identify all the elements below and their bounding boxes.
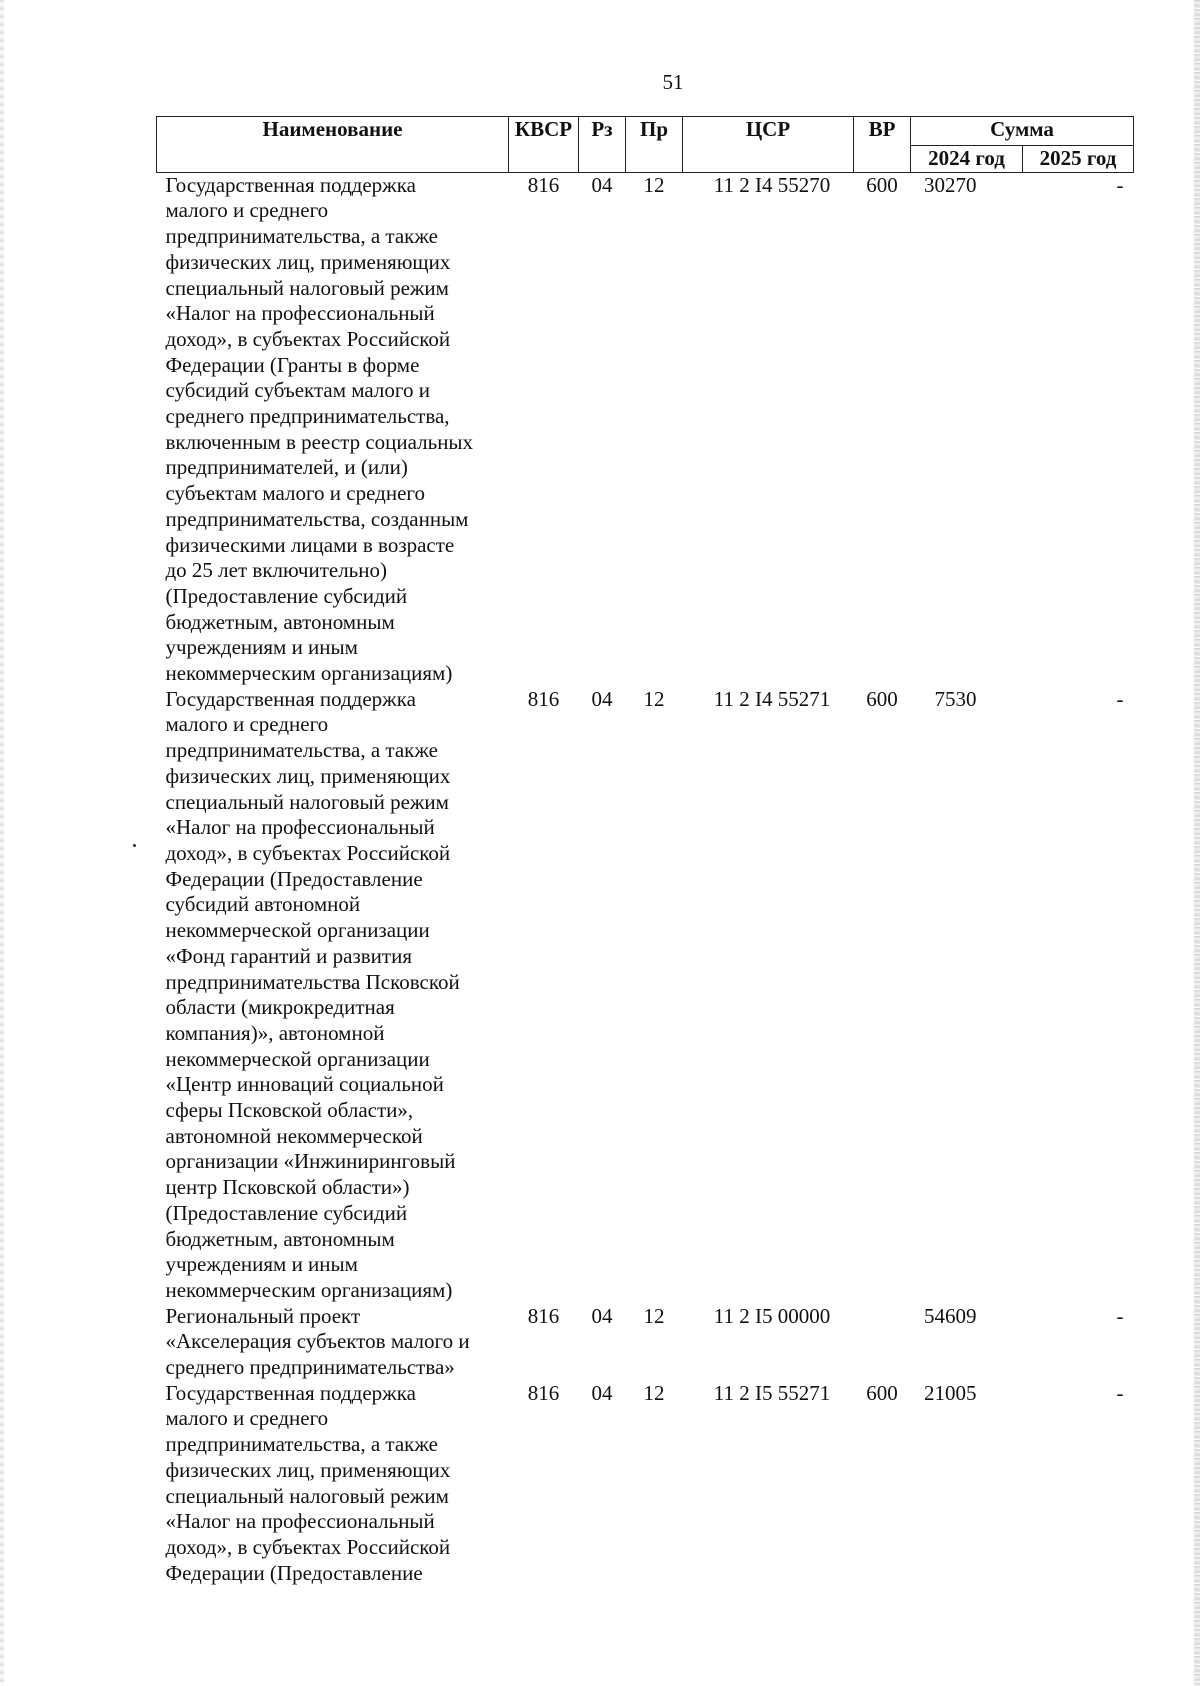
row-name-line: доход», в субъектах Российской <box>165 1534 451 1559</box>
row-name-line: (Предоставление субсидий <box>165 583 408 608</box>
row-sum-2024: 21005 <box>924 1380 977 1405</box>
row-name-line: некоммерческим организациям) <box>165 1277 453 1302</box>
page-number: 51 <box>662 70 684 94</box>
header-pr: Пр <box>626 117 683 173</box>
row-name-line: физическими лицами в возрасте <box>165 532 455 557</box>
row-csr: 11 2 I5 00000 <box>713 1303 831 1328</box>
row-csr: 11 2 I4 55270 <box>713 172 831 197</box>
row-sum-2024: 30270 <box>924 172 977 197</box>
row-rz: 04 <box>591 686 613 711</box>
row-name-line: некоммерческой организации <box>165 918 430 943</box>
row-name-line: доход», в субъектах Российской <box>165 840 451 865</box>
row-name-line: специальный налоговый режим <box>165 789 449 814</box>
row-sum-2024: 54609 <box>924 1303 977 1328</box>
row-name-line: центр Псковской области») <box>165 1175 410 1200</box>
row-name-line: бюджетным, автономным <box>165 609 395 634</box>
row-name-line: Федерации (Гранты в форме <box>165 352 420 377</box>
header-csr: ЦСР <box>683 117 854 173</box>
row-pr: 12 <box>643 172 665 197</box>
table-row <box>157 1381 1134 1587</box>
row-pr: 12 <box>643 1303 665 1328</box>
row-name <box>157 687 509 1304</box>
row-name-line: учреждениям и иным <box>165 635 358 660</box>
row-name-line: предпринимательства, а также <box>165 224 438 249</box>
row-name-line: «Центр инноваций социальной <box>165 1072 444 1097</box>
row-sum-2024: 7530 <box>934 686 977 711</box>
row-kvsr: 816 <box>527 172 560 197</box>
row-csr: 11 2 I5 55271 <box>713 1380 831 1405</box>
row-name-line: среднего предпринимательства» <box>165 1355 455 1380</box>
row-name-line: доход», в субъектах Российской <box>165 326 451 351</box>
header-year-2025: 2025 год <box>1023 146 1134 173</box>
header-rz: Рз <box>579 117 626 173</box>
row-name-line: физических лиц, применяющих <box>165 249 451 274</box>
row-vr: 600 <box>866 686 898 711</box>
row-name-line: специальный налоговый режим <box>165 1483 449 1508</box>
row-name-line: Федерации (Предоставление <box>165 1560 423 1585</box>
row-rz: 04 <box>591 172 613 197</box>
table-body <box>157 172 1134 1586</box>
row-sum-2025: - <box>1116 1303 1124 1328</box>
row-name-line: «Налог на профессиональный <box>165 1509 435 1534</box>
row-name-line: учреждениям и иным <box>165 1252 358 1277</box>
row-name-line: некоммерческим организациям) <box>165 661 453 686</box>
row-sum-2025: - <box>1116 172 1124 197</box>
row-name-line: автономной некоммерческой <box>165 1123 423 1148</box>
row-name-line: малого и среднего <box>165 712 329 737</box>
row-pr: 12 <box>643 686 665 711</box>
row-name <box>157 1381 509 1587</box>
row-name-line: предпринимательства, созданным <box>165 506 469 531</box>
row-vr: 600 <box>866 172 898 197</box>
row-name-line: субсидий субъектам малого и <box>165 378 430 403</box>
header-vr: ВР <box>854 117 911 173</box>
row-name-line: до 25 лет включительно) <box>165 558 387 583</box>
row-kvsr: 816 <box>527 1380 560 1405</box>
row-name-line: «Налог на профессиональный <box>165 301 435 326</box>
row-name-line: компания)», автономной <box>165 1020 385 1045</box>
row-name-line: малого и среднего <box>165 198 329 223</box>
header-sum: Сумма <box>911 117 1134 146</box>
row-pr: 12 <box>643 1380 665 1405</box>
row-name-line: сферы Псковской области», <box>165 1098 414 1123</box>
row-name-line: предпринимательства Псковской <box>165 969 460 994</box>
row-name-line: Региональный проект <box>165 1303 361 1328</box>
table-row <box>157 172 1134 687</box>
row-kvsr: 816 <box>527 1303 560 1328</box>
row-csr: 11 2 I4 55271 <box>713 686 831 711</box>
row-name-line: организации «Инжиниринговый <box>165 1149 456 1174</box>
row-name-line: Федерации (Предоставление <box>165 866 423 891</box>
table-row <box>157 1304 1134 1381</box>
scan-left-edge <box>0 0 4 1686</box>
row-name-line: некоммерческой организации <box>165 1046 430 1071</box>
row-sum-2025: - <box>1116 686 1124 711</box>
scan-speck <box>133 844 136 847</box>
row-name-line: предпринимателей, и (или) <box>165 455 408 480</box>
budget-table <box>156 116 1134 1586</box>
row-name-line: Государственная поддержка <box>165 686 416 711</box>
row-name-line: физических лиц, применяющих <box>165 1457 451 1482</box>
row-vr <box>854 1304 911 1381</box>
table-header-row <box>157 117 1134 146</box>
row-name-line: субсидий автономной <box>165 892 361 917</box>
row-rz: 04 <box>591 1303 613 1328</box>
row-sum-2025: - <box>1116 1380 1124 1405</box>
row-name-line: физических лиц, применяющих <box>165 763 451 788</box>
row-rz: 04 <box>591 1380 613 1405</box>
table-row <box>157 687 1134 1304</box>
row-name-line: предпринимательства, а также <box>165 738 438 763</box>
header-kvsr: КВСР <box>509 117 579 173</box>
row-name-line: субъектам малого и среднего <box>165 481 425 506</box>
row-name-line: среднего предпринимательства, <box>165 404 450 429</box>
row-name-line: бюджетным, автономным <box>165 1226 395 1251</box>
row-name-line: специальный налоговый режим <box>165 275 449 300</box>
row-name-line: предпринимательства, а также <box>165 1432 438 1457</box>
header-year-2024: 2024 год <box>911 146 1023 173</box>
row-name <box>157 1304 509 1381</box>
row-name-line: «Налог на профессиональный <box>165 815 435 840</box>
row-name-line: (Предоставление субсидий <box>165 1200 408 1225</box>
row-name-line: малого и среднего <box>165 1406 329 1431</box>
row-name-line: «Фонд гарантий и развития <box>165 943 412 968</box>
row-name-line: области (микрокредитная <box>165 995 395 1020</box>
row-name <box>157 172 509 687</box>
row-name-line: Государственная поддержка <box>165 1380 416 1405</box>
row-vr: 600 <box>866 1380 898 1405</box>
row-name-line: включенным в реестр социальных <box>165 429 474 454</box>
scan-right-edge <box>1194 0 1200 1686</box>
row-name-line: «Акселерация субъектов малого и <box>165 1329 470 1354</box>
row-kvsr: 816 <box>527 686 560 711</box>
header-name: Наименование <box>157 117 509 173</box>
row-name-line: Государственная поддержка <box>165 172 416 197</box>
